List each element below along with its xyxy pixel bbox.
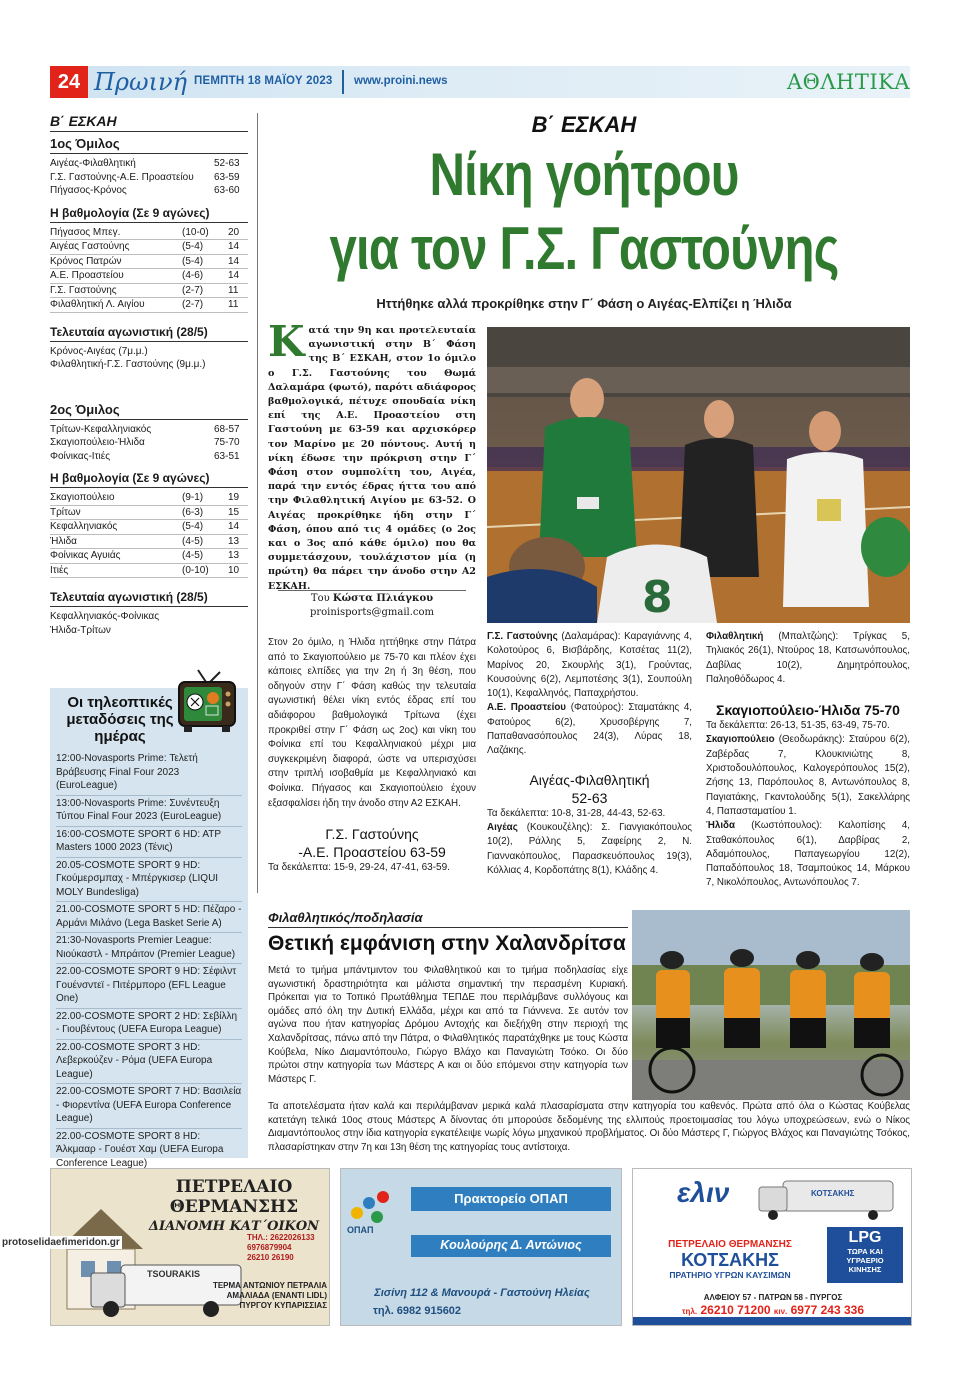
match-score: 52-63	[214, 158, 240, 169]
section-title: ΑΘΛΗΤΙΚΑ	[786, 70, 910, 94]
tv-listing-item: 22.00-COSMOTE SPORT 9 HD: Σέφιλντ Γουένσντεϊ - Πιτέρμπορο (EFL League One)	[56, 964, 242, 1009]
ad3-phones: τηλ. 26210 71200 κιν. 6977 243 336	[681, 1303, 864, 1317]
result-row	[50, 450, 248, 464]
team-name: Κρόνος Πατρών	[50, 255, 122, 267]
tv-icon	[176, 668, 238, 734]
article-kicker: Β΄ ΕΣΚΑΗ	[531, 112, 637, 137]
fixture-row: Ήλιδα-Τρίτων	[50, 624, 111, 636]
page-header	[50, 66, 910, 98]
match-name: Αιγέας-Φιλαθλητική	[50, 158, 136, 169]
standings-row	[50, 506, 248, 521]
tv-listing-item: 22.00-COSMOTE SPORT 8 HD: Άλκμααρ - Γουέστ Χαμ (UEFA Europa Conference League)	[56, 1129, 242, 1174]
match-name: Σκαγιοπούλειο-Ήλιδα	[50, 437, 145, 448]
standings-row	[50, 226, 248, 241]
team-record: (2-7)	[182, 284, 204, 296]
standings-row	[50, 269, 248, 284]
group2-standings	[50, 491, 248, 578]
result-row	[50, 157, 248, 171]
group1-label: 1ος Όμιλος	[50, 136, 120, 151]
game2-title: Αιγέας-Φιλαθλητική 52-63	[529, 771, 650, 806]
game3-title: Σκαγιοπούλειο-Ήλιδα 75-70	[716, 702, 900, 719]
team-points: 13	[228, 535, 240, 547]
svg-text:8: 8	[642, 572, 673, 623]
team-name: Α.Ε. Προαστείου	[50, 270, 124, 281]
divider	[50, 131, 248, 132]
standings-row	[50, 240, 248, 255]
cycling-title: Θετική εμφάνιση στην Χαλανδρίτσα	[268, 932, 626, 955]
results-title: Β΄ ΕΣΚΑΗ	[50, 113, 117, 129]
team-points: 19	[228, 492, 240, 503]
fixture-row: Φιλαθλητική-Γ.Σ. Γαστούνης (9μ.μ.)	[50, 359, 206, 370]
ad2-title: Πρακτορείο ΟΠΑΠ	[454, 1191, 568, 1206]
group1-last-round	[50, 345, 248, 372]
article-headline	[317, 138, 852, 286]
fixture-row: Κρόνος-Αιγέας (7μ.μ.)	[50, 345, 148, 357]
standings-row	[50, 255, 248, 270]
team-name: Τρίτων	[50, 506, 81, 518]
team-record: (10-0)	[182, 226, 209, 238]
divider	[268, 927, 628, 928]
match-score: 75-70	[214, 437, 240, 448]
team-points: 11	[228, 299, 239, 310]
team-points: 15	[228, 506, 240, 518]
team-points: 14	[228, 521, 240, 532]
match-name: Τρίτων-Κεφαλληνιακός	[50, 423, 152, 435]
result-row	[50, 171, 248, 185]
result-row	[50, 436, 248, 450]
issue-date: ΠΕΜΠΤΗ 18 ΜΑΪΟΥ 2023	[194, 75, 333, 87]
team-points: 14	[228, 241, 240, 252]
tv-listing-item: 16:00-COSMOTE SPORT 6 HD: ATP Masters 1000 2023 (Τένις)	[56, 827, 242, 858]
tanker-label: ΚΟΤΣΑΚΗΣ	[811, 1189, 855, 1198]
game2-quarters: Τα δεκάλεπτα: 10-8, 31-28, 44-43, 52-63.	[487, 807, 666, 819]
article-subheadline: Ηττήθηκε αλλά προκρίθηκε στην Γ΄ Φάση ο Αιγέας-Ελπίζει η Ήλιδα	[376, 296, 792, 311]
tv-listing-item: 22.00-COSMOTE SPORT 3 HD: Λεβερκούζεν - Ρόμα (UEFA Europa League)	[56, 1040, 242, 1085]
ad-kotsakis-fuel[interactable]	[632, 1168, 912, 1326]
group2-results	[50, 423, 248, 464]
tv-listing-item: 21:30-Novasports Premier League: Νιούκαστλ - Μπράιτον (Premier League)	[56, 933, 242, 964]
cyclists-photo	[632, 910, 910, 1100]
team-record: (6-3)	[182, 506, 204, 518]
article-body-col3	[487, 630, 692, 878]
game1-team2-lineup: Α.Ε. Προαστείου (Φατούρος): Σταματάκης 4, Φατούρος 6(2), Χρυσοβέργης 7, Παπαθανασόπουλος 24(3), Λύρας 18, Λαζάκης.	[487, 702, 692, 757]
team-record: (4-5)	[182, 535, 204, 547]
article-body-col2	[268, 636, 476, 875]
team-name: Ήλιδα	[50, 535, 77, 547]
ad1-truck-brand: TSOURAKIS	[147, 1269, 201, 1279]
match-score: 63-59	[214, 171, 240, 183]
ad2-owner: Κουλούρης Δ. Αντώνιος	[440, 1238, 582, 1252]
group2-standings-title: Η βαθμολογία (Σε 9 αγώνες)	[50, 471, 210, 485]
team-name: Φοίνικας Αγυιάς	[50, 550, 121, 561]
group2-last-round-title: Τελευταία αγωνιστική (28/5)	[50, 590, 208, 604]
team-record: (4-6)	[182, 270, 204, 281]
ad3-address: ΑΛΦΕΙΟΥ 57 - ΠΑΤΡΩΝ 58 - ΠΥΡΓΟΣ	[703, 1293, 843, 1302]
team-record: (4-5)	[182, 550, 204, 561]
team-record: (0-10)	[182, 564, 209, 576]
game3-team2-lineup: Ήλιδα (Κωστόπουλος): Καλοπίσης 4, Σταθακόπουλος 6(1), Δαρβίρας 2, Αδαμόπουλος, Παπαγεωργίου 12(2), Παπαδόπουλος 18, Τσαμπούκος 14, Μάρκου 7, Νικολόπουλος, Αντωνόπουλος 7.	[706, 820, 910, 889]
standings-row	[50, 549, 248, 564]
ad1-address: ΤΕΡΜΑ ΑΝΤΩΝΙΟΥ ΠΕΤΡΑΛΙΑ ΑΜΑΛΙΑΔΑ (ΕΝΑΝΤΙ LIDL) ΠΥΡΓΟΥ ΚΥΠΑΡΙΣΣΙΑΣ	[212, 1281, 327, 1310]
basketball-team-photo	[487, 327, 910, 623]
byline-author: Κώστα Πλιάγκου	[332, 593, 434, 604]
elin-logo: ελιν	[677, 1177, 730, 1208]
headline-line-2: για τον Γ.Σ. Γαστούνης	[329, 215, 839, 282]
tv-listing-item: 21.00-COSMOTE SPORT 5 HD: Πέζαρο - Αρμάνι Μιλάνο (Lega Basket Serie A)	[56, 902, 242, 933]
fixture-row: Κεφαλληνιακός-Φοίνικας	[50, 611, 160, 622]
ad2-address: Σισίνη 112 & Μανουρά - Γαστούνη Ηλείας	[374, 1287, 590, 1299]
tv-listings	[56, 751, 242, 1204]
divider	[50, 153, 248, 154]
lead-text: ατά την 9η και προτελευταία αγωνιστική στην Β΄ Φάση της Β΄ ΕΣΚΑΗ, στον 1ο όμιλο ο Γ.Σ. Γαστούνης του Θωμά Δαλαμάρα (φωτό), παρότι αδιάφορος βαθμολογικά, πέτυχε σπουδαία νίκη επί της Α.Ε. Προαστείου στη Γαστούνη με 63-59 και αρχισκόρερ τον Μαρίνο με 20 πόντους. Αυτή η νίκη έδωσε την πρόκριση στην Γ΄ Φάση στον συμπολίτη του, Αιγέα, παρά την εντός έδρας ήττα του από την Φιλαθλητική Αιγίου με 63-52. Ο Αιγέας προκρίθηκε ήδη στην Γ΄ Φάση, όπου από τις 4 ομάδες (ο 2ος και ο 3ος από κάθε όμιλο) που θα συμμετάσχουν, τουλάχιστον μία (η πρώτη) θα πάρει την άνοδο στην Α2 ΕΣΚΑΗ.	[268, 325, 476, 592]
group2-last-round	[50, 610, 248, 637]
result-row	[50, 184, 248, 198]
team-record: (5-4)	[182, 521, 204, 532]
byline-email[interactable]: proinisports@gmail.com	[309, 607, 435, 618]
game3-team1-lineup: Σκαγιοπούλειο (Θεοδωράκης): Σταύρου 6(2), Ζαβέρδας 7, Κλουκινιώτης 8, Χριστοδουλόπουλος, Καλογερόπουλος 15(2), Ζήσης 13, Παρόπουλος 8, Αντωνόπουλος 8, Παγιατάκης, Γκαντολούδης 5(1), Σακελλάρης 4, Παπασταματίου 1.	[706, 734, 910, 817]
tv-listing-item: 20.05-COSMOTE SPORT 9 HD: Γκούμερσμπαχ - Μπέργκισερ (LIQUI MOLY Bundesliga)	[56, 858, 242, 903]
team-points: 20	[228, 226, 240, 238]
game3-quarters: Τα δεκάλεπτα: 26-13, 51-35, 63-49, 75-70.	[706, 720, 890, 732]
match-name: Πήγασος-Κρόνος	[50, 185, 127, 196]
team-points: 13	[228, 550, 240, 561]
match-score: 63-51	[214, 450, 240, 462]
tv-listing-item: 22.00-COSMOTE SPORT 7 HD: Βασιλεία - Φιορεντίνα (UEFA Europa Conference League)	[56, 1084, 242, 1129]
standings-row	[50, 491, 248, 506]
results-column	[50, 113, 248, 637]
opap-logo-text: ΟΠΑΠ	[347, 1225, 374, 1235]
tv-listing-item: 12:00-Novasports Prime: Τελετή Βράβευσης Final Four 2023 (EuroLeague)	[56, 751, 242, 796]
ad3-headline: ΠΕΤΡΕΛΑΙΟ ΘΕΡΜΑΝΣΗΣ ΚΟΤΣΑΚΗΣ ΠΡΑΤΗΡΙΟ ΥΓΡΩΝ ΚΑΥΣΙΜΩΝ	[668, 1239, 792, 1280]
match-name: Φοίνικας-Ιτιές	[50, 450, 111, 462]
team-points: 14	[228, 255, 240, 267]
column-divider	[257, 113, 258, 893]
result-row	[50, 423, 248, 437]
cycling-kicker: Φιλαθλητικός/ποδηλασία	[268, 910, 423, 925]
tv-listings-title: Οι τηλεοπτικές μεταδόσεις της ημέρας	[66, 694, 174, 745]
tv-listing-item: 13:00-Novasports Prime: Συνέντευξη Τύπου Final Four 2023 (EuroLeague)	[56, 796, 242, 827]
team-record: (9-1)	[182, 492, 204, 503]
divider	[50, 419, 248, 420]
article-byline	[268, 592, 476, 620]
team-name: Γ.Σ. Γαστούνης	[50, 284, 117, 296]
page-number: 24	[50, 66, 88, 98]
game1-team1-lineup: Γ.Σ. Γαστούνης (Δαλαμάρας): Καραγιάννης 4, Κολοτούρος 6, Βισβάρδης, Κοτσέτας 11(2), Μαρίνος 20, Σκουρλής 3(1), Γρούντας, Κουσούνης 6(2), Λεμποτέσης 3(1), Σουπούλη 10(1), Κεφαλληνός, Παπαχρήστου.	[487, 631, 692, 700]
article-lead	[268, 317, 476, 594]
drop-cap: Κ	[268, 317, 305, 366]
body-paragraph: Στον 2ο όμιλο, η Ήλιδα ηττήθηκε στην Πάτρα από το Σκαγιοπούλειο με 75-70 και πλέον έχει κάποιες ελπίδες για την 2η ή 3η θέση, που οδηγούν στην Γ΄ Φάση καθώς την τελευταία αγωνιστική θέλει νίκη εντός έδρας επί του αδιάφορου βαθμολογικά Τρίτωνα (έχει προκριθεί στην Γ΄ Φάση ως 2ος) και νίκη του Φοίνικα επί του Κεφαλληνιακού μέχρι μια συγκεκριμένη διαφορά, ώστε να υπερισχύσει στην τριπλή ισοβαθμία με Κεφαλληνιακό και Φοίνικα. Πήγασος και Σκαγιοπούλειο έχουν εξασφαλίσει ήδη την άνοδο στην Α2 ΕΣΚΑΗ.	[268, 637, 476, 809]
standings-row	[50, 564, 248, 579]
article-photo	[487, 327, 910, 623]
group1-results	[50, 157, 248, 198]
standings-row	[50, 520, 248, 535]
byline-prefix: Του	[310, 593, 330, 604]
source-watermark: protoselidaefimeridon.gr	[2, 1237, 120, 1248]
cycling-paragraph-2: Τα αποτελέσματα ήταν καλά και περιλάμβαναν μερικά καλά πλασαρίσματα στην κατηγορία του καθενός. Πρώτα από όλα ο Κώστας Κούβελας κατετάγη τελικά 10ος στους Μάστερς Α δίνοντας ότι μπορούσε δεδομένης της ελλιπούς προετοιμασίας του λόγω υποχρεώσεων, ενώ ο Νίκος Διαμαντόπουλος στην ίδια κατηγορία εγκατέλειψε νωρίς λόγω μηχανικού προβλήματος. Οι δύο Μάστερς Γ, Γιώργος Βλάχος και Παναγιώτης Τσόκος, πλασαρίστηκαν στην 7η και 13η θέση της κατηγορίας τους αντίστοιχα.	[268, 1101, 910, 1153]
game1-quarters: Τα δεκάλεπτα: 15-9, 29-24, 47-41, 63-59.	[268, 862, 450, 874]
ad2-phone: τηλ. 6982 915602	[372, 1305, 462, 1317]
website-url[interactable]: www.proini.news	[354, 75, 448, 87]
lpg-badge: LPG ΤΩΡΑ ΚΑΙ ΥΓΡΑΕΡΙΟ ΚΙΝΗΣΗΣ	[846, 1229, 884, 1274]
game2-team1-lineup: Αιγέας (Κουκουζέλης): Σ. Γιανγιακόπουλος 10(2), Ράλλης 5, Ζαφείρης 2, Ν. Γιαννακόπουλος, Παρασκευόπουλος 19(3), Κόλλιας 4, Κορδοπάτης 8(1), Κλάδης 4.	[487, 821, 692, 876]
divider	[50, 606, 248, 607]
team-name: Σκαγιοπούλειο	[50, 492, 115, 503]
team-record: (5-4)	[182, 241, 204, 252]
divider	[50, 341, 248, 342]
group1-last-round-title: Τελευταία αγωνιστική (28/5)	[50, 324, 208, 339]
standings-row	[50, 535, 248, 550]
divider	[50, 487, 248, 488]
team-name: Ιτιές	[50, 564, 69, 576]
team-points: 11	[228, 284, 239, 296]
team-name: Κεφαλληνιακός	[50, 521, 118, 532]
team-record: (2-7)	[182, 299, 204, 310]
tv-listings-box	[50, 688, 248, 1169]
match-score: 63-60	[214, 185, 240, 196]
masthead-logo: Πρωινή	[94, 68, 187, 96]
standings-row	[50, 298, 248, 313]
header-divider	[342, 70, 344, 94]
game1-title: Γ.Σ. Γαστούνης -Α.Ε. Προαστείου 63-59	[298, 826, 446, 861]
match-score: 68-57	[214, 423, 240, 435]
standings-row	[50, 284, 248, 299]
cycling-paragraph-1: Μετά το τμήμα μπάντμιντον του Φιλαθλητικού και το τμήμα ποδηλασίας είχε αγωνιστική δραστηριότητα και μάλιστα σημαντική την περασμένη Κυριακή. Πρόκειται για το Τοπικό Πρωτάθλημα ΤΕΠΔΕ που περιλάμβανε συλλόγους και ομάδες από όλη την Δυτική Ελλάδα, μέχρι και από τα Γιάννενα. Σε αυτόν τον αγώνα που ήταν κατηγορίας Δρόμου Αντοχής και διεξήχθη στην περιοχή της Χαλανδρίτσας, πάνω από την Πάτρα, ο Φιλαθλητικός παρατάχθηκε με τους Κώστα Κούβελα, Νίκο Διαμαντόπουλο, Γιώργο Βλάχο και Παναγιώτη Τσόκο. Οι δύο πρώτοι στην κατηγορία των Μάστερς Α και οι δύο επόμενοι στην κατηγορία των Μάστερς Γ.	[268, 965, 628, 1085]
team-record: (5-4)	[182, 255, 204, 267]
ad1-phones: ΤΗΛ.: 2622026133 6976879904 26210 26190	[247, 1233, 315, 1262]
group1-standings	[50, 226, 248, 313]
divider	[50, 222, 248, 223]
ad-opap-agency[interactable]	[340, 1168, 622, 1326]
group2-label: 2ος Όμιλος	[50, 401, 120, 417]
team-name: Φιλαθλητική Λ. Αιγίου	[50, 299, 145, 310]
team-name: Αιγέας Γαστούνης	[50, 241, 130, 252]
headline-line-1: Νίκη γοήτρου	[429, 141, 739, 208]
group1-standings-title: Η βαθμολογία (Σε 9 αγώνες)	[50, 205, 210, 220]
team-points: 10	[228, 564, 240, 576]
team-name: Πήγασος Μπεγ.	[50, 226, 121, 238]
tv-listing-item: 22.00-COSMOTE SPORT 2 HD: Σεβίλλη - Γιουβέντους (UEFA Europa League)	[56, 1009, 242, 1040]
match-name: Γ.Σ. Γαστούνης-Α.Ε. Προαστείου	[50, 171, 194, 183]
team-points: 14	[228, 270, 240, 281]
divider	[278, 590, 466, 591]
ad1-headline: ΠΕΤΡΕΛΑΙΟ ΘΕΡΜΑΝΣΗΣ ΔΙΑΝΟΜΗ ΚΑΤ΄ΟΙΚΟΝ	[148, 1177, 320, 1234]
cycling-photo	[632, 910, 910, 1100]
game2-team2-lineup: Φιλαθλητική (Μπαλτζώης): Τρίγκας 5, Τηλιακός 26(1), Ντούρος 18, Κατσωνόπουλος, Δαβίλας 10(2), Δημητρόπουλος, Παληοθόδωρος 4.	[706, 631, 910, 685]
article-body-col4	[706, 630, 910, 891]
